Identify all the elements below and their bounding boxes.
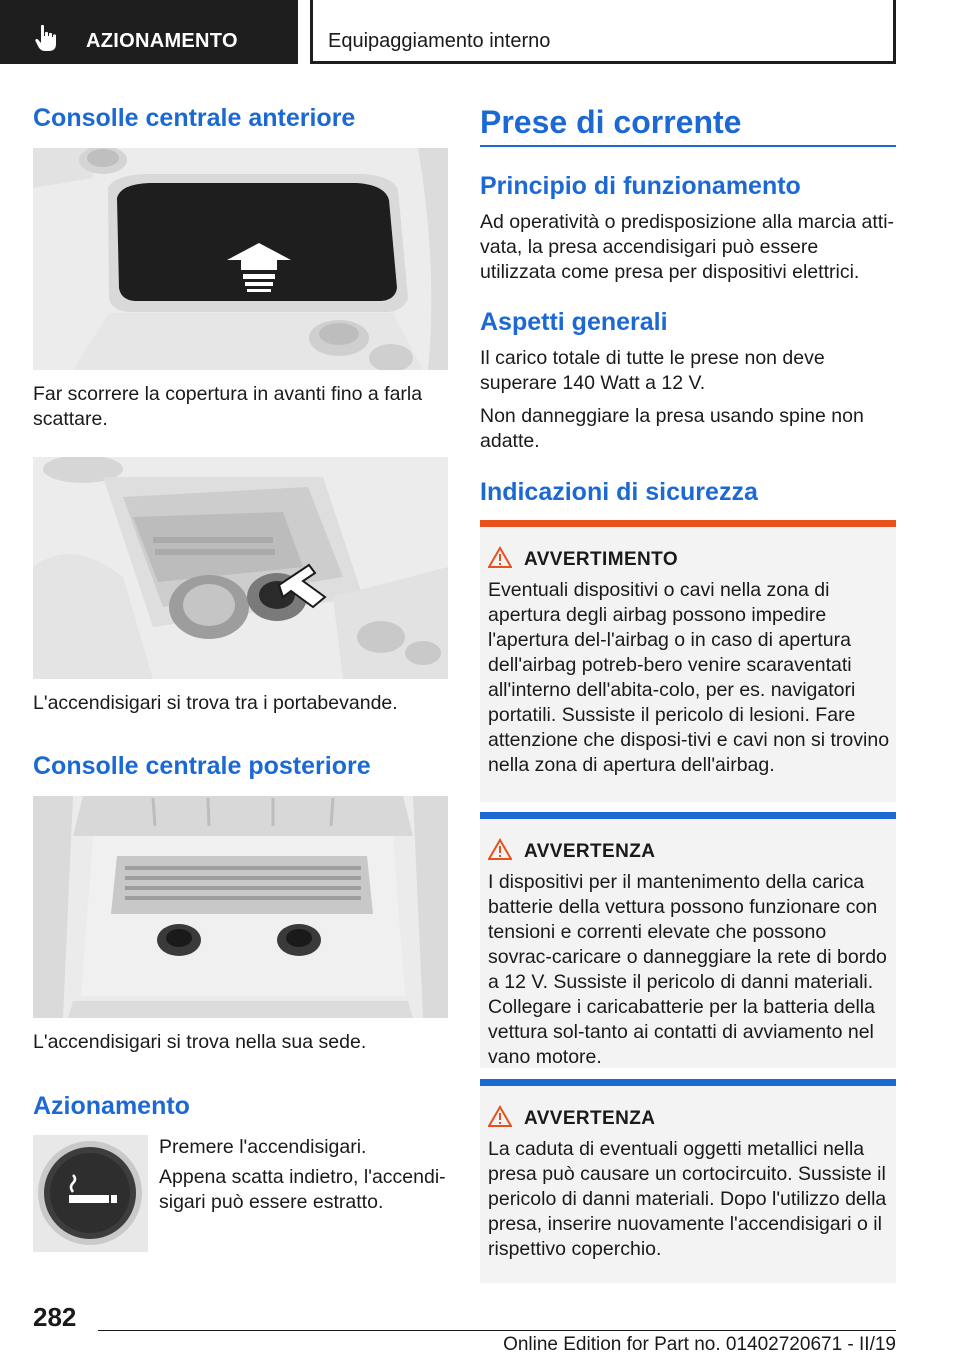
operation-step-press: Premere l'accendisigari. xyxy=(159,1136,367,1158)
heading-front-console: Consolle centrale anteriore xyxy=(33,104,356,132)
section-title: AZIONAMENTO xyxy=(86,30,238,52)
title-underline xyxy=(480,145,896,147)
warning-title-1: AVVERTIMENTO xyxy=(524,549,678,570)
header-section-tab[interactable] xyxy=(0,0,298,64)
warning-bar-blue xyxy=(480,812,896,819)
warning-text-3: La caduta di eventuali oggetti metallici nella presa può causare un cortocircuito. Sussiste il pericolo di danni materiali. Dopo l'utilizzo della presa, inserire nuovamente l'accendisigari o il rispettivo coperchio. xyxy=(488,1138,887,1260)
warning-box-1 xyxy=(480,520,896,802)
general-text-load: Il carico totale di tutte le prese non deve superare 140 Watt a 12 V. xyxy=(480,347,825,394)
page-number: 282 xyxy=(33,1302,77,1332)
heading-general: Aspetti generali xyxy=(480,308,668,336)
heading-rear-console: Consolle centrale posteriore xyxy=(33,752,371,780)
figure-front-console-lighter xyxy=(33,457,448,679)
warning-box-2 xyxy=(480,812,896,1068)
hand-pointer-icon xyxy=(34,24,60,52)
figure-lighter-button xyxy=(33,1135,148,1252)
front-console-cover-illustration xyxy=(33,148,448,370)
heading-safety: Indicazioni di sicurezza xyxy=(480,478,758,506)
header-chapter-tab[interactable] xyxy=(310,0,896,64)
operation-step-extract: Appena scatta indietro, l'accendi-sigari può essere estratto. xyxy=(159,1166,446,1213)
heading-principle: Principio di funzionamento xyxy=(480,172,801,200)
principle-text: Ad operatività o predisposizione alla marcia atti-vata, la presa accendisigari può essere utilizzata come presa per dispositivi elettrici. xyxy=(480,211,895,283)
heading-operation: Azionamento xyxy=(33,1092,190,1120)
caption-lighter-cupholders: L'accendisigari si trova tra i portabevande. xyxy=(33,692,398,714)
front-console-lighter-illustration xyxy=(33,457,448,679)
warning-triangle-icon xyxy=(488,838,512,860)
warning-bar-orange xyxy=(480,520,896,527)
warning-title-3: AVVERTENZA xyxy=(524,1108,656,1129)
caption-rear-lighter: L'accendisigari si trova nella sua sede. xyxy=(33,1031,367,1053)
warning-text-1: Eventuali dispositivi o cavi nella zona di apertura degli airbag possono impedire l'apertura del-l'airbag o in caso di apertura dell'airbag potreb-bero venire scaraventati all'interno dell'abita-colo, per es. navigatori portatili. Sussiste il pericolo di lesioni. Fare attenzione che disposi-tivi e cavi non si trovino nella zona di apertura dell'airbag. xyxy=(488,579,890,776)
footer-edition: Online Edition for Part no. 01402720671 - II/19 xyxy=(503,1334,896,1355)
figure-front-console-cover xyxy=(33,148,448,370)
warning-triangle-icon xyxy=(488,1105,512,1127)
warning-box-3 xyxy=(480,1079,896,1283)
footer-divider xyxy=(98,1330,896,1331)
general-text-plugs: Non danneggiare la presa usando spine non adatte. xyxy=(480,405,864,452)
warning-triangle-icon xyxy=(488,546,512,568)
warning-bar-blue xyxy=(480,1079,896,1086)
warning-text-2: I dispositivi per il mantenimento della carica batterie della vettura possono funzionare con tensioni e correnti elevate che possono sovrac-caricare o danneggiare la rete di bordo a 12 V. Sussiste il pericolo di danni materiali. Collegare i caricabatterie per la batteria della vettura sol-tanto ai contatti di avviamento nel vano motore. xyxy=(488,871,887,1068)
rear-console-illustration xyxy=(33,796,448,1018)
caption-front-console: Far scorrere la copertura in avanti fino a farla scattare. xyxy=(33,383,423,430)
lighter-button-icon xyxy=(33,1135,148,1252)
chapter-title: Equipaggiamento interno xyxy=(328,30,551,52)
warning-title-2: AVVERTENZA xyxy=(524,841,656,862)
page-section-title: Prese di corrente xyxy=(480,104,742,140)
figure-rear-console xyxy=(33,796,448,1018)
